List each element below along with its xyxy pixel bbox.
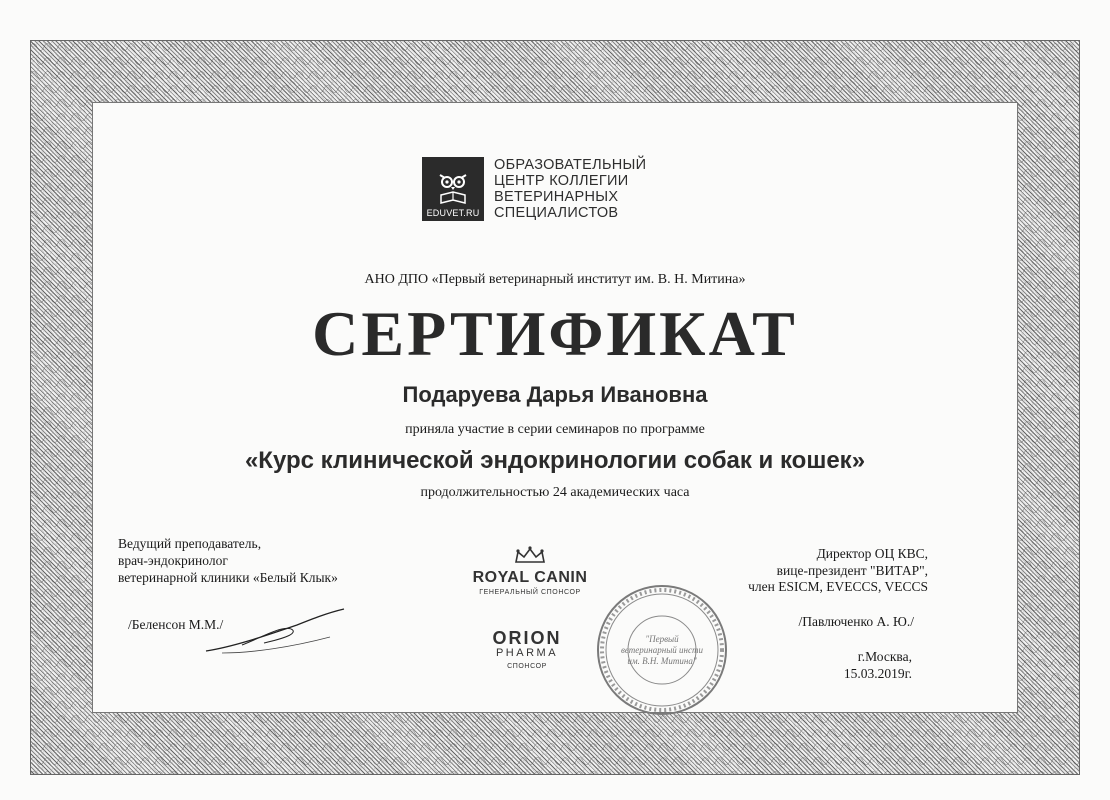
logo-line: ВЕТЕРИНАРНЫХ — [494, 189, 619, 205]
director-line: член ESICM, EVECCS, VECCS — [748, 579, 928, 594]
logo-title — [494, 157, 646, 221]
sponsor-name-line2: PHARMA — [495, 647, 559, 659]
general-sponsor-logo — [470, 546, 590, 596]
general-sponsor-name: ROYAL CANIN — [472, 569, 588, 586]
official-stamp — [592, 580, 732, 720]
place-and-date — [844, 649, 912, 682]
logo-site-text: EDUVET.RU — [426, 208, 480, 218]
sponsor-label: СПОНСОР — [507, 663, 547, 670]
certificate-content — [92, 102, 1018, 713]
teacher-line: врач-эндокринолог — [118, 553, 228, 568]
eduvet-logo — [422, 157, 646, 221]
director-info — [748, 546, 928, 596]
sponsor-logo — [482, 629, 572, 670]
crown-icon — [513, 546, 547, 564]
teacher-line: Ведущий преподаватель, — [118, 536, 262, 551]
teacher-signature-scribble — [202, 607, 352, 657]
stamp-line: ветеринарный инсти — [620, 645, 704, 655]
program-name: «Курс клинической эндокринологии собак и кошек» — [244, 447, 866, 474]
teacher-line: ветеринарной клиники «Белый Клык» — [118, 570, 338, 585]
director-line: вице-президент "ВИТАР", — [776, 562, 928, 578]
duration-text: продолжительностью 24 академических часа — [420, 485, 690, 500]
stamp-line: "Первый — [645, 634, 679, 644]
logo-line: ЦЕНТР КОЛЛЕГИИ — [494, 173, 629, 189]
teacher-info — [118, 535, 338, 586]
logo-line: ОБРАЗОВАТЕЛЬНЫЙ — [494, 157, 647, 173]
director-line: Директор ОЦ КВС, — [816, 546, 928, 561]
director-signature-name: /Павлюченко А. Ю./ — [798, 614, 914, 629]
general-sponsor-label: ГЕНЕРАЛЬНЫЙ СПОНСОР — [479, 589, 581, 596]
sponsor-name: ORION — [492, 628, 562, 648]
logo-line: СПЕЦИАЛИСТОВ — [494, 205, 619, 221]
teacher-signature-name: /Беленсон М.М./ — [128, 617, 224, 632]
institute-name: АНО ДПО «Первый ветеринарный институт им. В. Н. Митина» — [364, 272, 746, 287]
city: г.Москва, — [857, 649, 912, 664]
recipient-name: Подаруева Дарья Ивановна — [402, 382, 708, 407]
owl-book-icon — [436, 171, 470, 205]
certificate-title: СЕРТИФИКАТ — [312, 298, 798, 369]
participation-text: приняла участие в серии семинаров по программе — [405, 422, 705, 437]
logo-emblem — [422, 157, 484, 221]
stamp-line: им. В.Н. Митина" — [627, 656, 697, 666]
issue-date: 15.03.2019г. — [843, 665, 912, 681]
